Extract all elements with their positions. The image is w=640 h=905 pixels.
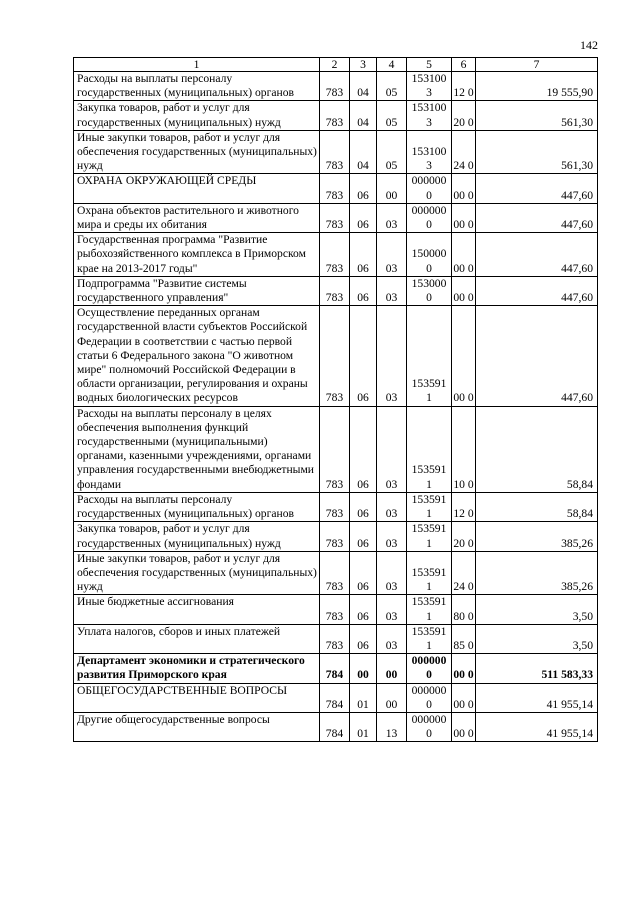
table-row — [74, 522, 598, 551]
row-expense-type-cell: 24 0 — [452, 130, 476, 174]
row-name-cell: Государственная программа "Развитие рыбохозяйственного комплекса в Приморском крае на 2013-2017 годы" — [74, 233, 320, 277]
row-section-cell: 04 — [350, 101, 377, 130]
row-ministry-code-cell: 783 — [320, 492, 350, 521]
row-target-article-cell: 153000 0 — [407, 276, 452, 305]
table-row — [74, 174, 598, 203]
row-amount-cell: 447,60 — [476, 306, 598, 406]
table-row — [74, 595, 598, 624]
row-amount-cell: 58,84 — [476, 492, 598, 521]
table-row — [74, 406, 598, 492]
row-target-article-cell: 150000 0 — [407, 233, 452, 277]
row-subsection-cell: 00 — [377, 683, 407, 712]
table-row — [74, 72, 598, 101]
row-ministry-code-cell: 783 — [320, 130, 350, 174]
row-name-cell: Подпрограмма "Развитие системы государственного управления" — [74, 276, 320, 305]
row-target-article-cell: 153591 1 — [407, 522, 452, 551]
header-col-6: 6 — [452, 58, 476, 72]
table-row — [74, 624, 598, 653]
table-row — [74, 233, 598, 277]
header-col-2: 2 — [320, 58, 350, 72]
row-expense-type-cell: 00 0 — [452, 233, 476, 277]
header-col-1: 1 — [74, 58, 320, 72]
row-ministry-code-cell: 784 — [320, 683, 350, 712]
table-row — [74, 203, 598, 232]
budget-table — [73, 57, 598, 742]
row-target-article-cell: 153100 3 — [407, 130, 452, 174]
row-expense-type-cell: 20 0 — [452, 101, 476, 130]
row-name-cell: ОБЩЕГОСУДАРСТВЕННЫЕ ВОПРОСЫ — [74, 683, 320, 712]
header-col-3: 3 — [350, 58, 377, 72]
row-subsection-cell: 03 — [377, 624, 407, 653]
row-expense-type-cell: 00 0 — [452, 712, 476, 741]
row-ministry-code-cell: 783 — [320, 522, 350, 551]
row-name-cell: Охрана объектов растительного и животного мира и среды их обитания — [74, 203, 320, 232]
row-expense-type-cell: 00 0 — [452, 654, 476, 683]
row-amount-cell: 3,50 — [476, 595, 598, 624]
row-subsection-cell: 03 — [377, 233, 407, 277]
row-target-article-cell: 000000 0 — [407, 654, 452, 683]
row-expense-type-cell: 12 0 — [452, 72, 476, 101]
row-expense-type-cell: 20 0 — [452, 522, 476, 551]
table-row — [74, 683, 598, 712]
row-subsection-cell: 03 — [377, 492, 407, 521]
row-section-cell: 00 — [350, 654, 377, 683]
row-target-article-cell: 153100 3 — [407, 101, 452, 130]
row-name-cell: Иные закупки товаров, работ и услуг для обеспечения государственных (муниципальных) нужд — [74, 551, 320, 595]
row-subsection-cell: 03 — [377, 306, 407, 406]
row-subsection-cell: 05 — [377, 130, 407, 174]
row-section-cell: 06 — [350, 406, 377, 492]
row-name-cell: ОХРАНА ОКРУЖАЮЩЕЙ СРЕДЫ — [74, 174, 320, 203]
row-target-article-cell: 000000 0 — [407, 203, 452, 232]
row-amount-cell: 3,50 — [476, 624, 598, 653]
row-expense-type-cell: 00 0 — [452, 306, 476, 406]
row-target-article-cell: 000000 0 — [407, 174, 452, 203]
row-amount-cell: 561,30 — [476, 130, 598, 174]
row-target-article-cell: 153591 1 — [407, 624, 452, 653]
row-section-cell: 06 — [350, 276, 377, 305]
row-section-cell: 06 — [350, 306, 377, 406]
row-amount-cell: 447,60 — [476, 276, 598, 305]
row-subsection-cell: 00 — [377, 654, 407, 683]
row-name-cell: Осуществление переданных органам государственной власти субъектов Российской Федерации в соответствии с частью первой статьи 6 Федерального закона "О животном мире" полномочий Российской Федерации в области организации, регулирования и охраны водных биологических ресурсов — [74, 306, 320, 406]
row-expense-type-cell: 10 0 — [452, 406, 476, 492]
row-section-cell: 01 — [350, 683, 377, 712]
row-target-article-cell: 153591 1 — [407, 551, 452, 595]
row-section-cell: 04 — [350, 72, 377, 101]
row-ministry-code-cell: 783 — [320, 233, 350, 277]
row-section-cell: 06 — [350, 233, 377, 277]
row-name-cell: Закупка товаров, работ и услуг для государственных (муниципальных) нужд — [74, 101, 320, 130]
table-row — [74, 306, 598, 406]
row-expense-type-cell: 12 0 — [452, 492, 476, 521]
row-ministry-code-cell: 784 — [320, 712, 350, 741]
row-name-cell: Расходы на выплаты персоналу в целях обеспечения выполнения функций государственными (муниципальными) органами, казенными учреждениями, органами управления государственными внебюджетными фондами — [74, 406, 320, 492]
header-col-4: 4 — [377, 58, 407, 72]
row-name-cell: Уплата налогов, сборов и иных платежей — [74, 624, 320, 653]
row-expense-type-cell: 24 0 — [452, 551, 476, 595]
row-amount-cell: 447,60 — [476, 203, 598, 232]
row-section-cell: 06 — [350, 522, 377, 551]
row-name-cell: Департамент экономики и стратегического развития Приморского края — [74, 654, 320, 683]
table-row — [74, 712, 598, 741]
row-ministry-code-cell: 783 — [320, 551, 350, 595]
row-section-cell: 06 — [350, 624, 377, 653]
row-section-cell: 01 — [350, 712, 377, 741]
row-amount-cell: 58,84 — [476, 406, 598, 492]
table-row — [74, 551, 598, 595]
row-section-cell: 06 — [350, 174, 377, 203]
row-amount-cell: 19 555,90 — [476, 72, 598, 101]
row-subsection-cell: 03 — [377, 551, 407, 595]
row-ministry-code-cell: 783 — [320, 595, 350, 624]
row-amount-cell: 41 955,14 — [476, 683, 598, 712]
row-ministry-code-cell: 783 — [320, 276, 350, 305]
row-subsection-cell: 13 — [377, 712, 407, 741]
row-ministry-code-cell: 783 — [320, 406, 350, 492]
table-row — [74, 101, 598, 130]
row-subsection-cell: 03 — [377, 276, 407, 305]
row-section-cell: 06 — [350, 203, 377, 232]
row-target-article-cell: 153591 1 — [407, 595, 452, 624]
row-target-article-cell: 153591 1 — [407, 406, 452, 492]
row-name-cell: Иные бюджетные ассигнования — [74, 595, 320, 624]
row-expense-type-cell: 00 0 — [452, 203, 476, 232]
table-row — [74, 130, 598, 174]
page-number: 142 — [580, 38, 598, 52]
row-ministry-code-cell: 783 — [320, 72, 350, 101]
row-ministry-code-cell: 783 — [320, 306, 350, 406]
row-ministry-code-cell: 784 — [320, 654, 350, 683]
row-ministry-code-cell: 783 — [320, 203, 350, 232]
header-row — [74, 58, 598, 72]
row-subsection-cell: 00 — [377, 174, 407, 203]
row-name-cell: Иные закупки товаров, работ и услуг для обеспечения государственных (муниципальных) нужд — [74, 130, 320, 174]
row-ministry-code-cell: 783 — [320, 174, 350, 203]
row-subsection-cell: 05 — [377, 72, 407, 101]
row-amount-cell: 41 955,14 — [476, 712, 598, 741]
row-subsection-cell: 05 — [377, 101, 407, 130]
row-subsection-cell: 03 — [377, 203, 407, 232]
row-amount-cell: 447,60 — [476, 174, 598, 203]
row-expense-type-cell: 85 0 — [452, 624, 476, 653]
row-name-cell: Расходы на выплаты персоналу государственных (муниципальных) органов — [74, 72, 320, 101]
header-col-7: 7 — [476, 58, 598, 72]
row-amount-cell: 385,26 — [476, 522, 598, 551]
row-expense-type-cell: 00 0 — [452, 174, 476, 203]
row-amount-cell: 385,26 — [476, 551, 598, 595]
row-expense-type-cell: 80 0 — [452, 595, 476, 624]
row-target-article-cell: 153591 1 — [407, 306, 452, 406]
row-subsection-cell: 03 — [377, 406, 407, 492]
table-row — [74, 492, 598, 521]
row-section-cell: 04 — [350, 130, 377, 174]
row-name-cell: Закупка товаров, работ и услуг для государственных (муниципальных) нужд — [74, 522, 320, 551]
row-ministry-code-cell: 783 — [320, 624, 350, 653]
row-section-cell: 06 — [350, 551, 377, 595]
table-row — [74, 654, 598, 683]
row-section-cell: 06 — [350, 492, 377, 521]
row-subsection-cell: 03 — [377, 522, 407, 551]
row-expense-type-cell: 00 0 — [452, 683, 476, 712]
row-subsection-cell: 03 — [377, 595, 407, 624]
row-section-cell: 06 — [350, 595, 377, 624]
row-expense-type-cell: 00 0 — [452, 276, 476, 305]
table-body — [74, 72, 598, 742]
row-name-cell: Расходы на выплаты персоналу государственных (муниципальных) органов — [74, 492, 320, 521]
table-row — [74, 276, 598, 305]
header-col-5: 5 — [407, 58, 452, 72]
row-name-cell: Другие общегосударственные вопросы — [74, 712, 320, 741]
row-target-article-cell: 153591 1 — [407, 492, 452, 521]
row-amount-cell: 511 583,33 — [476, 654, 598, 683]
row-amount-cell: 561,30 — [476, 101, 598, 130]
row-target-article-cell: 000000 0 — [407, 712, 452, 741]
row-amount-cell: 447,60 — [476, 233, 598, 277]
row-target-article-cell: 000000 0 — [407, 683, 452, 712]
row-ministry-code-cell: 783 — [320, 101, 350, 130]
row-target-article-cell: 153100 3 — [407, 72, 452, 101]
